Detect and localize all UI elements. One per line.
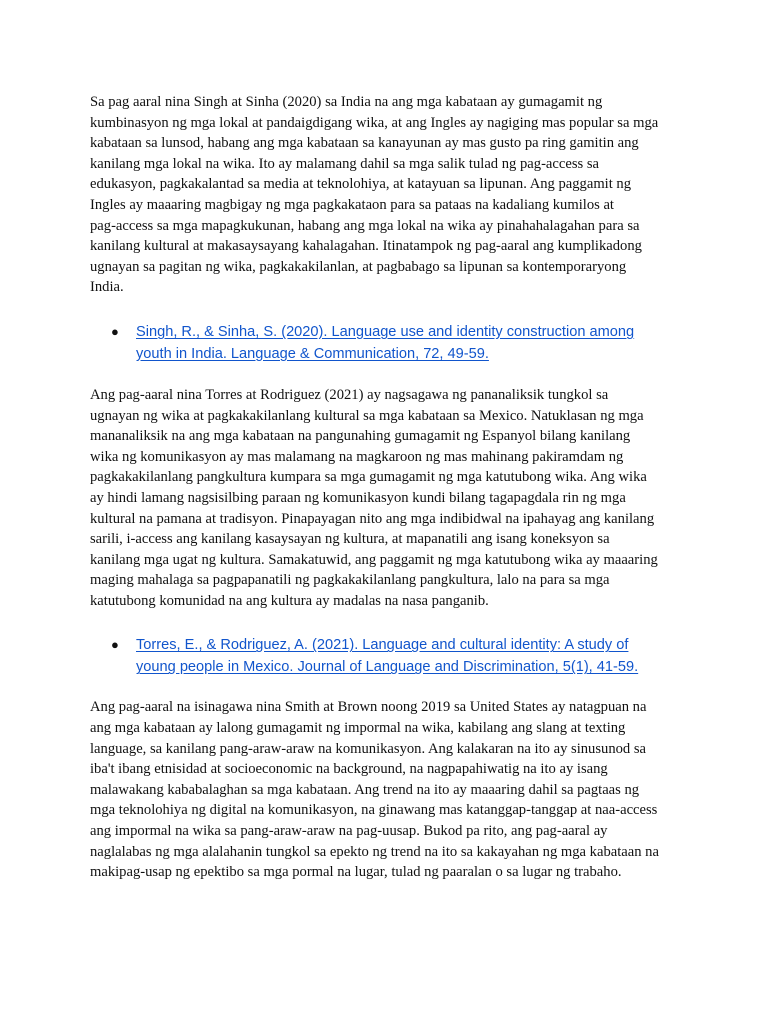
reference-link-line[interactable]: youth in India. Language & Communication, 72, 49-59.: [136, 345, 489, 362]
paragraph-line: ay hindi lamang nagsisilbing paraan ng komunikasyon kundi bilang tagapagdala rin ng mga: [90, 489, 626, 506]
reference-link-line[interactable]: Singh, R., & Sinha, S. (2020). Language use and identity construction among: [136, 323, 635, 340]
paragraph-line: ugnayan sa pagitan ng wika, pagkakakilanlan, at pagbabago sa lipunan sa kontemporaryong: [90, 258, 627, 275]
paragraph-smith-brown: [90, 697, 682, 882]
paragraph-line: kanilang kultural at makasaysayang kahalagahan. Itinatampok ng pag-aaral ang kumplikadong: [90, 238, 642, 255]
paragraph-line: mga teknolohiya ng digital na komunikasyon, na ginawang mas katanggap-tanggap at naa-access: [90, 802, 658, 819]
reference-link-torres-rodriguez[interactable]: [136, 634, 682, 678]
paragraph-line: pagkakakilanlang pangkultura kumpara sa mga gumagamit ng mga katutubong wika. Ang wika: [90, 469, 647, 486]
paragraph-line: Sa pag aaral nina Singh at Sinha (2020) sa India na ang mga kabataan ay gumagamit ng: [90, 94, 603, 110]
paragraph-line: kanilang mga ugat ng kultura. Samakatuwid, ang paggamit ng mga katutubong wika ay maaaring: [90, 551, 658, 568]
paragraph-line: ang impormal na wika sa pang-araw-araw na pag-uusap. Bukod pa rito, ang pag-aaral ay: [90, 823, 608, 840]
reference-link-line[interactable]: Torres, E., & Rodriguez, A. (2021). Language and cultural identity: A study of: [136, 637, 629, 654]
paragraph-line: kabataan sa lunsod, habang ang mga kabataan sa kanayunan ay mas gusto pa ring gamitin ang: [90, 135, 639, 152]
paragraph-line: edukasyon, pagkakalantad sa media at teknolohiya, at katayuan sa lipunan. Ang paggamit ng: [90, 176, 632, 193]
reference-list-torres-rodriguez: [90, 634, 682, 678]
paragraph-line: sarili, i-access ang kanilang kasaysayan ng kultura, at mapanatili ang isang koneksyon sa: [90, 531, 610, 548]
paragraph-line: katutubong komunidad na ang kultura ay madalas na nasa panganib.: [90, 592, 489, 609]
reference-link-line[interactable]: young people in Mexico. Journal of Language and Discrimination, 5(1), 41-59.: [136, 659, 639, 676]
bullet-icon: ●: [111, 323, 119, 339]
paragraph-line: iba't ibang etnisidad at socioeconomic na background, na nagpapahiwatig na ito ay isang: [90, 761, 608, 778]
paragraph-line: kumbinasyon ng mga lokal at pandaigdigang wika, at ang Ingles ay nagiging mas popular sa mga: [90, 114, 659, 131]
document-page: [90, 92, 682, 883]
paragraph-line: Ingles ay maaaring magbigay ng mga pagkakataon para sa pataas na kadaliang kumilos at: [90, 196, 614, 213]
reference-item: [90, 321, 682, 365]
paragraph-line: pag-access sa mga mapagkukunan, habang ang mga lokal na wika ay pinahahalagahan para sa: [90, 217, 640, 234]
paragraph-line: wika ng komunikasyon ay mas malamang na magkaroon ng mas mahinang pakiramdam ng: [90, 448, 624, 465]
paragraph-line: India.: [90, 279, 124, 296]
reference-link-singh-sinha[interactable]: [136, 321, 682, 365]
paragraph-line: Ang pag-aaral nina Torres at Rodriguez (2021) ay nagsagawa ng pananaliksik tungkol sa: [90, 386, 609, 403]
paragraph-line: Ang pag-aaral na isinagawa nina Smith at Brown noong 2019 sa United States ay natagpuan na: [90, 699, 647, 716]
paragraph-line: kanilang mga lokal na wika. Ito ay malamang dahil sa mga salik tulad ng pag-access sa: [90, 155, 599, 172]
bullet-icon: ●: [111, 637, 119, 653]
paragraph-singh-sinha: [90, 92, 682, 298]
paragraph-line: maging mahalaga sa pagpapanatili ng pagkakakilanlang pangkultura, lalo na para sa mga: [90, 572, 610, 589]
reference-item: [90, 634, 682, 678]
paragraph-line: malawakang kababalaghan sa mga kabataan. Ang trend na ito ay maaaring dahil sa pagtaas ng: [90, 781, 640, 798]
reference-list-singh-sinha: [90, 321, 682, 365]
paragraph-line: kultural na pamana at tradisyon. Pinapayagan nito ang mga indibidwal na ipahayag ang kanilang: [90, 510, 655, 527]
paragraph-torres-rodriguez: [90, 385, 682, 612]
paragraph-line: language, sa kanilang pang-araw-araw na komunikasyon. Ang kalakaran na ito ay sinusunod sa: [90, 740, 647, 757]
paragraph-line: mananaliksik na ang mga kabataan na pangunahing gumagamit ng Espanyol bilang kanilang: [90, 428, 631, 445]
paragraph-line: ugnayan ng wika at pagkakakilanlang kultural sa mga kabataan sa Mexico. Natuklasan ng mga: [90, 407, 644, 424]
paragraph-line: naglalabas ng mga alalahanin tungkol sa epekto ng trend na ito sa kakayahan ng mga kabataan na: [90, 843, 659, 860]
paragraph-line: makipag-usap ng epektibo sa mga pormal na lugar, tulad ng paaralan o sa lugar ng trabaho.: [90, 864, 622, 881]
paragraph-line: ang mga kabataan ay lalong gumagamit ng impormal na wika, kabilang ang slang at texting: [90, 720, 626, 737]
